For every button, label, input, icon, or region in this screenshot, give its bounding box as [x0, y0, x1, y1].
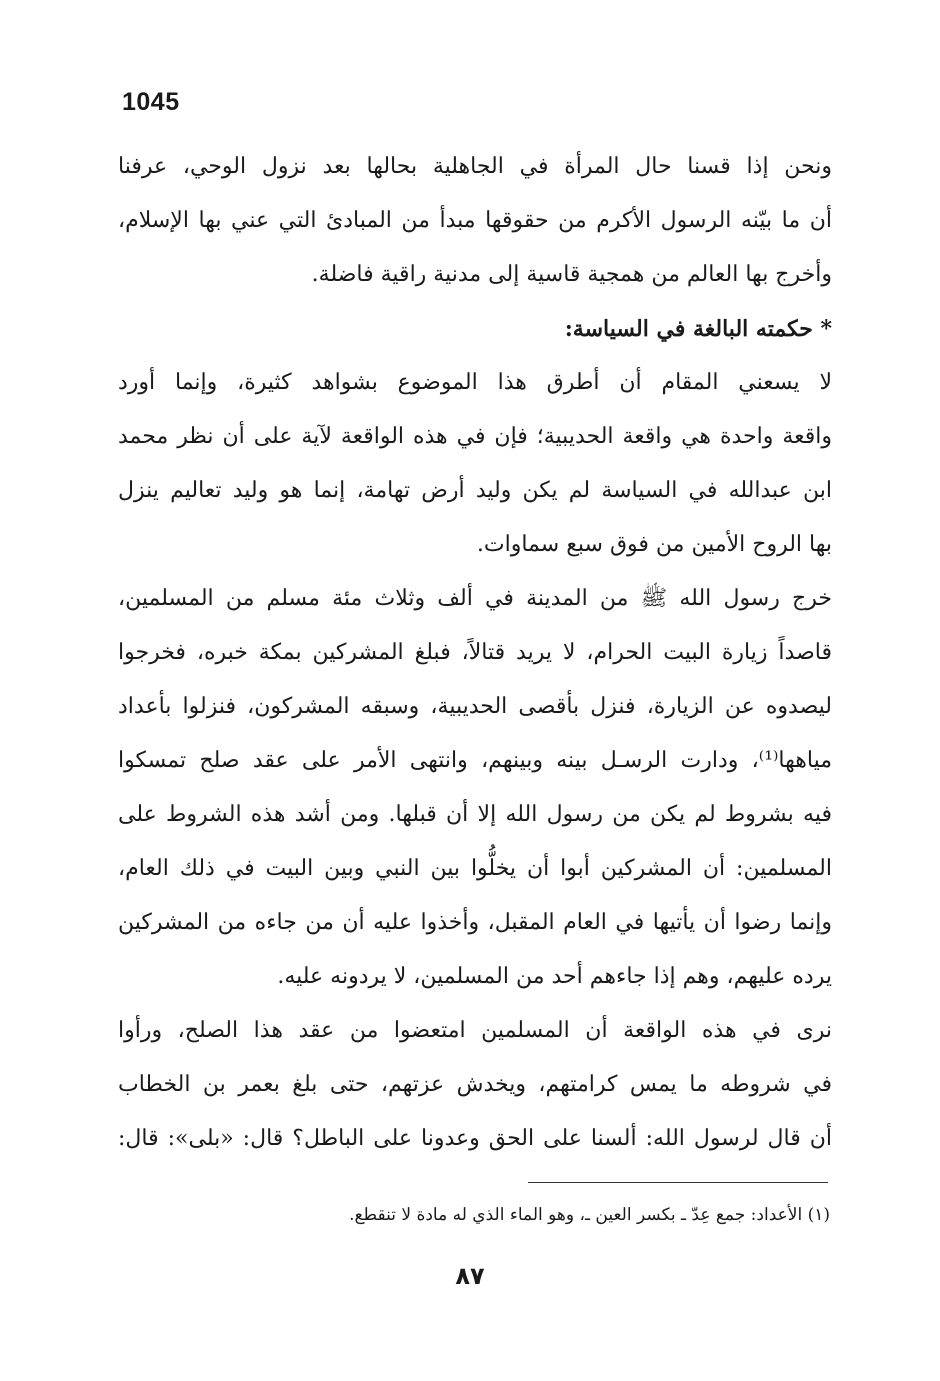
text-line: قاصداً زيارة البيت الحرام، لا يريد قتالاً، فبلغ المشركين بمكة خبره، فخرجوا [118, 640, 832, 665]
text-line: فيه بشروط لم يكن من رسول الله إلا أن قبلها. ومن أشد هذه الشروط على [118, 802, 832, 827]
text-line: لا يسعني المقام أن أطرق هذا الموضوع بشواهد كثيرة، وإنما أورد [118, 370, 832, 395]
text-line: وأخرج بها العالم من همجية قاسية إلى مدنية راقية فاضلة. [311, 262, 832, 287]
footnote-divider [528, 1182, 828, 1183]
text-line: أن ما بيّنه الرسول الأكرم من حقوقها مبدأ من المبادئ التي عني بها الإسلام، [118, 208, 832, 233]
text-line: مياهها⁽¹⁾، ودارت الرسـل بينه وبينهم، وانتهى الأمر على عقد صلح تمسكوا [118, 748, 832, 773]
text-line: واقعة واحدة هي واقعة الحديبية؛ فإن في هذه الواقعة لآية على أن نظر محمد [118, 424, 832, 449]
text-line: أن قال لرسول الله: ألسنا على الحق وعدونا على الباطل؟ قال: «بلى»: قال: [118, 1126, 832, 1151]
text-line: خرج رسول الله ﷺ من المدينة في ألف وثلاث مئة مسلم من المسلمين، [118, 586, 832, 611]
text-line: يرده عليهم، وهم إذا جاءهم أحد من المسلمين، لا يردونه عليه. [277, 964, 832, 989]
text-line: في شروطه ما يمس كرامتهم، ويخدش عزتهم، حتى بلغ بعمر بن الخطاب [118, 1072, 832, 1097]
footnote: (١) الأعداد: جمع عِدّ ـ بكسر العين ـ، وهو الماء الذي له مادة لا تنقطع. [349, 1205, 830, 1225]
page-number-top: 1045 [122, 88, 180, 116]
page-number-bottom: ٨٧ [455, 1262, 485, 1290]
text-line: ابن عبدالله في السياسة لم يكن وليد أرض تهامة، إنما هو وليد تعاليم ينزل [118, 478, 832, 503]
text-line: المسلمين: أن المشركين أبوا أن يخلُّوا بين النبي وبين البيت في ذلك العام، [118, 856, 832, 881]
text-line: ليصدوه عن الزيارة، فنزل بأقصى الحديبية، وسبقه المشركون، فنزلوا بأعداد [118, 694, 832, 719]
text-line: بها الروح الأمين من فوق سبع سماوات. [476, 532, 832, 557]
body-text [118, 140, 832, 1166]
text-line: وإنما رضوا أن يأتيها في العام المقبل، وأخذوا عليه أن من جاءه من المشركين [118, 910, 832, 935]
section-heading: * حكمته البالغة في السياسة: [564, 316, 832, 342]
text-line: ونحن إذا قسنا حال المرأة في الجاهلية بحالها بعد نزول الوحي، عرفنا [118, 154, 832, 179]
text-line: نرى في هذه الواقعة أن المسلمين امتعضوا من عقد هذا الصلح، ورأوا [118, 1018, 832, 1043]
